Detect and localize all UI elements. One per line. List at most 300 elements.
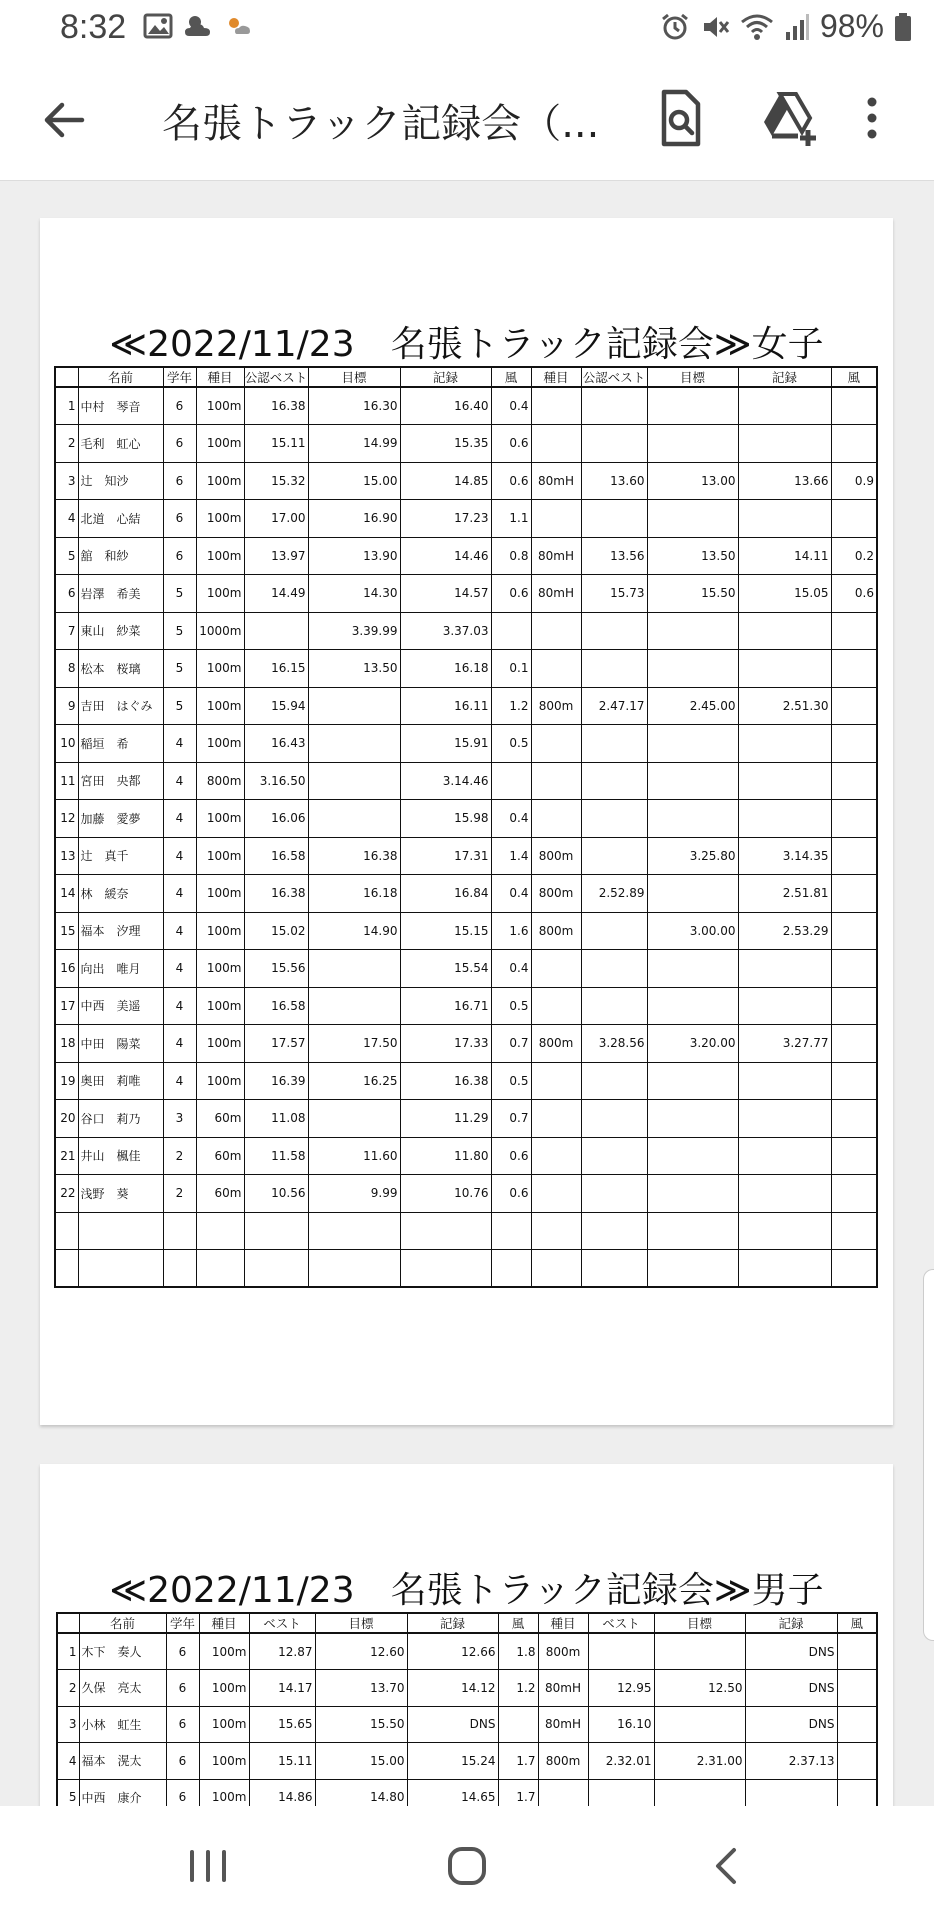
- cell-no: 13: [55, 837, 78, 875]
- cell-no: 8: [55, 650, 78, 688]
- cell-target: 3.39.99: [308, 612, 400, 650]
- cell-target2: 12.50: [654, 1670, 745, 1707]
- cell-wind: 0.5: [491, 1062, 531, 1100]
- cell-best2: 2.47.17: [581, 687, 647, 725]
- cell-target: 16.25: [308, 1062, 400, 1100]
- cell-wind: [491, 1250, 531, 1288]
- table-row: [55, 650, 877, 688]
- women-header-event2: 種目: [531, 367, 581, 387]
- table-row: [55, 875, 877, 913]
- cell-event: 100m: [196, 800, 244, 838]
- cell-no: 5: [55, 537, 78, 575]
- cell-name: 東山 紗菜: [78, 612, 163, 650]
- cell-record: 17.23: [400, 500, 491, 538]
- cell-record2: [738, 725, 831, 763]
- women-header-best: 公認ベスト: [244, 367, 308, 387]
- cell-record: 16.11: [400, 687, 491, 725]
- women-page-title: ≪2022/11/23 名張トラック記録会≫女子: [109, 324, 824, 365]
- cell-target2: 13.50: [647, 537, 738, 575]
- men-header-best: ベスト: [249, 1613, 315, 1633]
- cell-record2: [738, 950, 831, 988]
- cell-event2: 80mH: [538, 1670, 588, 1707]
- cell-name: 辻 真千: [78, 837, 163, 875]
- table-row: [55, 1137, 877, 1175]
- cell-best: 12.87: [249, 1633, 315, 1670]
- cell-event2: [531, 650, 581, 688]
- table-row: [55, 987, 877, 1025]
- men-page-title: ≪2022/11/23 名張トラック記録会≫男子: [109, 1570, 824, 1611]
- cell-event: 60m: [196, 1175, 244, 1213]
- table-row: [57, 1670, 877, 1707]
- cell-best: 15.56: [244, 950, 308, 988]
- status-time: 8:32: [60, 8, 127, 46]
- men-records-table: [56, 1612, 878, 1806]
- cell-no: 3: [55, 462, 78, 500]
- cell-best: 16.38: [244, 875, 308, 913]
- cell-name: 林 緩奈: [78, 875, 163, 913]
- cell-grade: 4: [163, 987, 196, 1025]
- cell-grade: 6: [166, 1670, 199, 1707]
- cell-name: 松本 桜璃: [78, 650, 163, 688]
- men-header-grade: 学年: [166, 1613, 199, 1633]
- table-row: [55, 1175, 877, 1213]
- cell-wind2: [831, 612, 877, 650]
- cell-record2: [738, 1212, 831, 1250]
- cell-event: 1000m: [196, 612, 244, 650]
- cell-no: 15: [55, 912, 78, 950]
- cell-record: 14.65: [407, 1779, 498, 1806]
- cell-wind2: [831, 1212, 877, 1250]
- cell-event: 100m: [196, 462, 244, 500]
- cell-event: 100m: [196, 987, 244, 1025]
- cell-name: [78, 1250, 163, 1288]
- cell-name: 毛利 虹心: [78, 425, 163, 463]
- cell-wind: 1.2: [491, 687, 531, 725]
- cell-event2: [531, 500, 581, 538]
- cell-target: [308, 1250, 400, 1288]
- cell-wind: 0.6: [491, 1137, 531, 1175]
- cell-wind: [491, 762, 531, 800]
- cell-name: 久保 亮太: [79, 1670, 166, 1707]
- cell-best2: [581, 912, 647, 950]
- cell-record2: 2.37.13: [745, 1743, 837, 1780]
- cell-target2: 3.25.80: [647, 837, 738, 875]
- cell-target: 14.90: [308, 912, 400, 950]
- cell-record: 3.14.46: [400, 762, 491, 800]
- men-header-best2: ベスト: [588, 1613, 654, 1633]
- cell-name: 向出 唯月: [78, 950, 163, 988]
- cell-name: 北道 心結: [78, 500, 163, 538]
- women-header-target2: 目標: [647, 367, 738, 387]
- cell-wind: 0.8: [491, 537, 531, 575]
- cell-event2: 80mH: [531, 575, 581, 613]
- men-header-event2: 種目: [538, 1613, 588, 1633]
- women-records-table: [54, 366, 878, 1288]
- cell-record: 14.85: [400, 462, 491, 500]
- cell-wind2: [831, 800, 877, 838]
- cell-wind: 0.4: [491, 950, 531, 988]
- cell-record2: [738, 612, 831, 650]
- cell-best2: [581, 1137, 647, 1175]
- cell-best: 13.97: [244, 537, 308, 575]
- alarm-icon: [660, 12, 690, 42]
- cell-record2: 3.27.77: [738, 1025, 831, 1063]
- cell-record2: [738, 425, 831, 463]
- cell-best2: [581, 837, 647, 875]
- cell-no: 22: [55, 1175, 78, 1213]
- cell-name: 辻 知沙: [78, 462, 163, 500]
- cell-record: [400, 1212, 491, 1250]
- scroll-handle[interactable]: [923, 1269, 934, 1641]
- cell-target: 12.60: [315, 1633, 407, 1670]
- cell-wind: 1.8: [498, 1633, 538, 1670]
- cell-grade: 6: [163, 537, 196, 575]
- cell-record: 16.40: [400, 387, 491, 425]
- cell-grade: 6: [166, 1779, 199, 1806]
- men-header-target: 目標: [315, 1613, 407, 1633]
- cell-no: 2: [57, 1670, 79, 1707]
- cell-wind2: [831, 1062, 877, 1100]
- cell-target: [308, 687, 400, 725]
- cell-event2: 800m: [531, 875, 581, 913]
- add-to-drive-icon[interactable]: [758, 86, 822, 150]
- women-header-event: 種目: [196, 367, 244, 387]
- cell-best2: [581, 1175, 647, 1213]
- cell-wind2: [831, 687, 877, 725]
- cell-wind2: [831, 950, 877, 988]
- cell-record: 17.33: [400, 1025, 491, 1063]
- cell-wind2: 0.6: [831, 575, 877, 613]
- cell-record2: 3.14.35: [738, 837, 831, 875]
- cell-wind: 0.7: [491, 1025, 531, 1063]
- cell-best2: [581, 500, 647, 538]
- back-nav-icon[interactable]: [698, 1836, 758, 1896]
- cell-no: 20: [55, 1100, 78, 1138]
- navigation-bar: [0, 1806, 934, 1920]
- cell-event2: 800m: [531, 687, 581, 725]
- cell-record2: [738, 387, 831, 425]
- cell-best: 17.00: [244, 500, 308, 538]
- women-header-grade: 学年: [163, 367, 196, 387]
- cell-no: 1: [55, 387, 78, 425]
- cell-wind: 1.7: [498, 1779, 538, 1806]
- cell-wind: 1.1: [491, 500, 531, 538]
- home-icon[interactable]: [437, 1836, 497, 1896]
- cell-grade: 4: [163, 762, 196, 800]
- cell-record: 10.76: [400, 1175, 491, 1213]
- cell-target: 13.50: [308, 650, 400, 688]
- cell-name: 浅野 葵: [78, 1175, 163, 1213]
- cell-event: 100m: [196, 837, 244, 875]
- cell-target2: 2.45.00: [647, 687, 738, 725]
- cell-name: [78, 1212, 163, 1250]
- cell-record2: [738, 987, 831, 1025]
- table-row: [57, 1706, 877, 1743]
- cell-grade: 5: [163, 575, 196, 613]
- cell-record2: [738, 1175, 831, 1213]
- cell-record2: DNS: [745, 1706, 837, 1743]
- cell-wind2: [831, 500, 877, 538]
- cell-target2: [647, 387, 738, 425]
- cell-event: 100m: [196, 387, 244, 425]
- cell-wind2: [831, 650, 877, 688]
- cell-best: 15.02: [244, 912, 308, 950]
- cell-name: 小林 虹生: [79, 1706, 166, 1743]
- cell-no: 7: [55, 612, 78, 650]
- cell-event2: [531, 1212, 581, 1250]
- cell-record2: [738, 1062, 831, 1100]
- weather-icon: [183, 12, 215, 40]
- cell-best2: [581, 387, 647, 425]
- find-in-page-icon[interactable]: [648, 86, 712, 150]
- cell-target: 14.99: [308, 425, 400, 463]
- cell-event: 100m: [196, 537, 244, 575]
- image-icon: [143, 12, 173, 40]
- cell-name: 谷口 莉乃: [78, 1100, 163, 1138]
- men-header-row: [57, 1613, 877, 1633]
- cell-event2: 80mH: [531, 462, 581, 500]
- cell-grade: 6: [166, 1706, 199, 1743]
- cell-record: 16.84: [400, 875, 491, 913]
- cell-target: 15.00: [315, 1743, 407, 1780]
- cell-wind: 0.6: [491, 462, 531, 500]
- cell-best: 14.86: [249, 1779, 315, 1806]
- cell-event2: [538, 1779, 588, 1806]
- cell-wind: 0.6: [491, 425, 531, 463]
- cell-target2: [647, 875, 738, 913]
- cell-record: 16.18: [400, 650, 491, 688]
- cell-no: 6: [55, 575, 78, 613]
- cell-event: 100m: [199, 1670, 249, 1707]
- cell-event2: 800m: [538, 1743, 588, 1780]
- cell-event2: [531, 612, 581, 650]
- cell-target2: 13.00: [647, 462, 738, 500]
- cell-wind: 0.4: [491, 875, 531, 913]
- more-options-icon[interactable]: [852, 86, 892, 150]
- cell-target: [308, 762, 400, 800]
- battery-percentage: 98%: [819, 8, 884, 44]
- cell-event2: 80mH: [538, 1706, 588, 1743]
- men-header-target2: 目標: [654, 1613, 745, 1633]
- cell-wind2: 0.9: [831, 462, 877, 500]
- cell-grade: 4: [163, 1025, 196, 1063]
- cell-target: [308, 1100, 400, 1138]
- cell-name: 宮田 央都: [78, 762, 163, 800]
- cell-record: 15.15: [400, 912, 491, 950]
- cell-target2: [647, 725, 738, 763]
- cell-record: 3.37.03: [400, 612, 491, 650]
- cell-grade: 4: [163, 1062, 196, 1100]
- table-row: [55, 1250, 877, 1288]
- cell-event2: 800m: [531, 912, 581, 950]
- cell-best: 16.15: [244, 650, 308, 688]
- table-row: [55, 762, 877, 800]
- cell-wind: 0.5: [491, 987, 531, 1025]
- cell-wind: 0.1: [491, 650, 531, 688]
- women-header-name: 名前: [78, 367, 163, 387]
- cell-name: 木下 奏人: [79, 1633, 166, 1670]
- cell-best2: 2.52.89: [581, 875, 647, 913]
- cell-event: [196, 1250, 244, 1288]
- cell-event: 100m: [196, 1025, 244, 1063]
- cell-event2: [531, 425, 581, 463]
- cell-target: 16.38: [308, 837, 400, 875]
- cell-target2: [647, 1175, 738, 1213]
- cell-event2: [531, 1137, 581, 1175]
- status-bar: [0, 0, 934, 56]
- cell-best2: [581, 1100, 647, 1138]
- back-arrow-icon[interactable]: [36, 92, 92, 148]
- cell-record: 11.80: [400, 1137, 491, 1175]
- cell-event: 100m: [199, 1706, 249, 1743]
- cell-wind2: [831, 425, 877, 463]
- cell-wind2: [831, 1025, 877, 1063]
- cell-target2: [654, 1633, 745, 1670]
- cell-target: [308, 1212, 400, 1250]
- signal-icon: [784, 12, 810, 42]
- document-title: 名張トラック記録会（...: [162, 101, 600, 147]
- cell-wind2: [837, 1743, 877, 1780]
- cell-record2: DNS: [745, 1670, 837, 1707]
- cell-best2: 16.10: [588, 1706, 654, 1743]
- cell-grade: 4: [163, 875, 196, 913]
- cell-no: 1: [57, 1633, 79, 1670]
- cell-wind: 1.2: [498, 1670, 538, 1707]
- cell-target: 16.30: [308, 387, 400, 425]
- cell-wind2: [831, 762, 877, 800]
- men-header-wind: 風: [498, 1613, 538, 1633]
- cell-grade: 4: [163, 725, 196, 763]
- cell-best2: 15.73: [581, 575, 647, 613]
- cell-no: 18: [55, 1025, 78, 1063]
- cell-event: 800m: [196, 762, 244, 800]
- cell-record: [400, 1250, 491, 1288]
- cell-record2: 14.11: [738, 537, 831, 575]
- recent-apps-icon[interactable]: [178, 1836, 238, 1896]
- cell-event2: [531, 987, 581, 1025]
- cell-name: 稲垣 希: [78, 725, 163, 763]
- cell-record2: 2.53.29: [738, 912, 831, 950]
- cell-best2: [581, 650, 647, 688]
- cell-event: 100m: [196, 650, 244, 688]
- cell-no: 12: [55, 800, 78, 838]
- cell-wind2: [837, 1706, 877, 1743]
- cell-best: 15.65: [249, 1706, 315, 1743]
- table-row: [55, 687, 877, 725]
- cell-best: 15.94: [244, 687, 308, 725]
- cell-wind: [498, 1706, 538, 1743]
- cell-wind: 0.6: [491, 1175, 531, 1213]
- cell-record: 15.24: [407, 1743, 498, 1780]
- cell-wind: [491, 612, 531, 650]
- cell-grade: 3: [163, 1100, 196, 1138]
- wifi-icon: [740, 12, 774, 42]
- men-header-name: 名前: [79, 1613, 166, 1633]
- cell-target2: 2.31.00: [654, 1743, 745, 1780]
- cell-best2: [581, 950, 647, 988]
- cell-event: 60m: [196, 1100, 244, 1138]
- cell-best2: [581, 762, 647, 800]
- cell-target2: [654, 1706, 745, 1743]
- cell-event2: [531, 1062, 581, 1100]
- cell-best: 17.57: [244, 1025, 308, 1063]
- cell-best2: 12.95: [588, 1670, 654, 1707]
- cell-best: 16.43: [244, 725, 308, 763]
- cell-best: [244, 1250, 308, 1288]
- cell-best: 11.58: [244, 1137, 308, 1175]
- cell-target: [308, 950, 400, 988]
- cell-event: 100m: [196, 912, 244, 950]
- cell-name: 福本 汐理: [78, 912, 163, 950]
- table-row: [55, 612, 877, 650]
- cell-wind2: [831, 1250, 877, 1288]
- cell-record2: DNS: [745, 1633, 837, 1670]
- cell-wind2: [831, 1100, 877, 1138]
- cell-best: 15.11: [249, 1743, 315, 1780]
- men-header-record: 記録: [407, 1613, 498, 1633]
- cell-target2: [654, 1779, 745, 1806]
- cell-name: 福本 滉太: [79, 1743, 166, 1780]
- cell-no: [55, 1250, 78, 1288]
- cell-no: [55, 1212, 78, 1250]
- cell-grade: 4: [163, 950, 196, 988]
- cell-best2: 2.32.01: [588, 1743, 654, 1780]
- cell-no: 4: [55, 500, 78, 538]
- cell-target2: [647, 1250, 738, 1288]
- cell-event: 100m: [199, 1633, 249, 1670]
- cell-event2: 800m: [531, 837, 581, 875]
- cell-wind2: [831, 912, 877, 950]
- cell-target: [308, 725, 400, 763]
- cell-no: 11: [55, 762, 78, 800]
- cell-target: [308, 987, 400, 1025]
- cell-grade: [163, 1250, 196, 1288]
- cell-record2: [745, 1779, 837, 1806]
- table-row: [55, 800, 877, 838]
- table-row: [55, 462, 877, 500]
- cell-best: 16.58: [244, 837, 308, 875]
- table-row: [57, 1779, 877, 1806]
- cell-record2: 2.51.81: [738, 875, 831, 913]
- cell-grade: 5: [163, 687, 196, 725]
- pdf-viewer[interactable]: [0, 181, 934, 1806]
- cell-event2: [531, 725, 581, 763]
- cell-record: 15.35: [400, 425, 491, 463]
- table-row: [55, 425, 877, 463]
- cell-grade: 6: [166, 1743, 199, 1780]
- cell-best2: 3.28.56: [581, 1025, 647, 1063]
- cell-record: 17.31: [400, 837, 491, 875]
- cell-target2: [647, 1137, 738, 1175]
- cell-record2: 2.51.30: [738, 687, 831, 725]
- cell-grade: 4: [163, 800, 196, 838]
- battery-icon: [894, 12, 912, 42]
- cell-best: 16.38: [244, 387, 308, 425]
- cell-record2: [738, 800, 831, 838]
- cell-target2: [647, 650, 738, 688]
- cell-best2: [581, 800, 647, 838]
- cell-target: 13.70: [315, 1670, 407, 1707]
- women-header-wind2: 風: [831, 367, 877, 387]
- cell-wind2: [837, 1779, 877, 1806]
- cell-grade: 6: [163, 425, 196, 463]
- table-row: [55, 537, 877, 575]
- cell-target2: 15.50: [647, 575, 738, 613]
- cell-no: 21: [55, 1137, 78, 1175]
- cell-best: 15.32: [244, 462, 308, 500]
- cell-wind: 1.7: [498, 1743, 538, 1780]
- cell-event2: [531, 1250, 581, 1288]
